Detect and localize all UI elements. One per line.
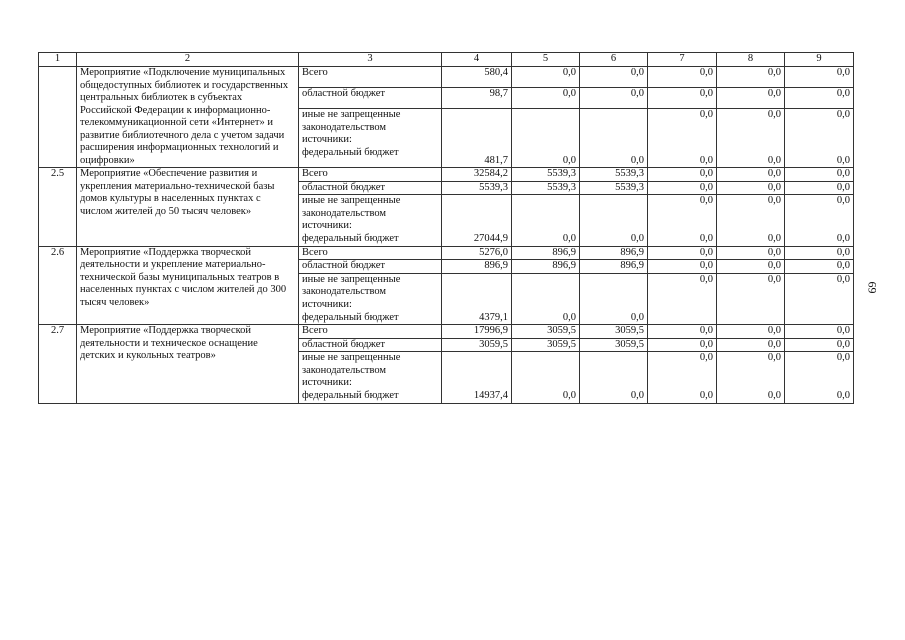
value-cell [580,195,648,234]
value-cell: 0,0 [512,88,580,109]
value-cell: 896,9 [512,260,580,274]
value-cell: 0,0 [717,233,785,246]
value-cell: 4379,1 [442,312,512,325]
header-cell: 3 [299,53,442,67]
value-cell: 0,0 [648,352,717,391]
value-cell: 0,0 [717,181,785,195]
value-cell: 0,0 [512,147,580,167]
value-cell: 0,0 [580,147,648,167]
value-cell: 0,0 [580,312,648,325]
funding-source: федеральный бюджет [299,147,442,167]
value-cell: 0,0 [512,390,580,403]
header-cell: 2 [77,53,299,67]
value-cell: 0,0 [717,273,785,312]
page-number: 69 [865,281,880,294]
value-cell [580,109,648,148]
value-cell [512,109,580,148]
value-cell: 0,0 [648,246,717,260]
value-cell: 14937,4 [442,390,512,403]
value-cell: 0,0 [717,168,785,182]
funding-source: областной бюджет [299,260,442,274]
value-cell: 0,0 [717,260,785,274]
value-cell: 0,0 [580,390,648,403]
measure-name: Мероприятие «Обеспечение развития и укрепления материально-технической базы домов культуры в населенных пунктах с числом жителей до 50 тысяч человек» [77,168,299,247]
value-cell: 0,0 [785,325,854,339]
value-cell: 0,0 [648,147,717,167]
value-cell: 896,9 [580,246,648,260]
value-cell: 3059,5 [580,325,648,339]
value-cell: 27044,9 [442,233,512,246]
value-cell [512,352,580,391]
value-cell [785,312,854,325]
value-cell: 0,0 [717,109,785,148]
value-cell: 0,0 [512,67,580,88]
value-cell: 0,0 [648,233,717,246]
value-cell: 98,7 [442,88,512,109]
value-cell: 0,0 [785,109,854,148]
value-cell: 0,0 [648,109,717,148]
value-cell [442,352,512,391]
value-cell: 481,7 [442,147,512,167]
funding-source: иные не запрещенные законодательством источники: [299,195,442,234]
value-cell: 0,0 [512,312,580,325]
header-cell: 1 [39,53,77,67]
funding-source: Всего [299,168,442,182]
value-cell: 0,0 [785,181,854,195]
funding-source: Всего [299,67,442,88]
value-cell: 5539,3 [442,181,512,195]
value-cell: 0,0 [648,181,717,195]
value-cell: 0,0 [785,352,854,391]
value-cell: 5276,0 [442,246,512,260]
funding-source: иные не запрещенные законодательством источники: [299,109,442,148]
value-cell: 0,0 [648,390,717,403]
value-cell: 3059,5 [442,338,512,352]
header-row [39,53,854,67]
funding-source: федеральный бюджет [299,312,442,325]
value-cell: 0,0 [785,233,854,246]
value-cell: 0,0 [648,325,717,339]
funding-source: федеральный бюджет [299,390,442,403]
value-cell: 0,0 [717,338,785,352]
measure-name: Мероприятие «Поддержка творческой деятельности и техническое оснащение детских и кукольных театров» [77,325,299,404]
value-cell: 0,0 [785,195,854,234]
value-cell: 0,0 [648,168,717,182]
value-cell: 5539,3 [580,168,648,182]
funding-source: иные не запрещенные законодательством источники: [299,352,442,391]
value-cell: 32584,2 [442,168,512,182]
table-row [39,325,854,339]
value-cell: 5539,3 [512,168,580,182]
value-cell [580,273,648,312]
value-cell: 0,0 [648,195,717,234]
value-cell: 0,0 [717,390,785,403]
value-cell: 0,0 [717,88,785,109]
value-cell: 3059,5 [580,338,648,352]
funding-source: федеральный бюджет [299,233,442,246]
value-cell: 0,0 [580,88,648,109]
value-cell [442,109,512,148]
item-number: 2.6 [39,246,77,325]
value-cell: 0,0 [785,246,854,260]
table-row [39,67,854,88]
value-cell: 0,0 [648,88,717,109]
value-cell: 3059,5 [512,325,580,339]
header-cell: 4 [442,53,512,67]
value-cell: 5539,3 [512,181,580,195]
value-cell: 0,0 [717,147,785,167]
table-row [39,168,854,182]
value-cell: 5539,3 [580,181,648,195]
value-cell: 896,9 [580,260,648,274]
measure-name: Мероприятие «Подключение муниципальных общедоступных библиотек и государственных центральных библиотек в субъектах Российской Федерации к информационно-телекоммуникационной сети «Интернет» и развитие библиотечного дела с учетом задачи расширения информационных технологий и оцифровки» [77,67,299,168]
value-cell: 17996,9 [442,325,512,339]
header-cell: 9 [785,53,854,67]
value-cell [648,312,717,325]
value-cell: 0,0 [717,195,785,234]
value-cell: 0,0 [717,352,785,391]
value-cell [512,273,580,312]
value-cell [512,195,580,234]
value-cell: 0,0 [580,67,648,88]
value-cell: 0,0 [785,260,854,274]
table-row [39,246,854,260]
value-cell: 580,4 [442,67,512,88]
value-cell: 0,0 [785,168,854,182]
value-cell: 0,0 [717,325,785,339]
header-cell: 6 [580,53,648,67]
measure-name: Мероприятие «Поддержка творческой деятельности и укрепление материально-технической базы муниципальных театров в населенных пунктах с числом жителей до 300 тысяч человек» [77,246,299,325]
value-cell: 896,9 [512,246,580,260]
funding-source: областной бюджет [299,88,442,109]
item-number: 2.5 [39,168,77,247]
item-number: 2.7 [39,325,77,404]
funding-source: Всего [299,325,442,339]
value-cell: 0,0 [785,147,854,167]
value-cell [442,273,512,312]
header-cell: 5 [512,53,580,67]
value-cell: 0,0 [580,233,648,246]
budget-table [38,52,854,404]
value-cell: 0,0 [785,273,854,312]
value-cell: 0,0 [785,67,854,88]
value-cell: 0,0 [648,67,717,88]
value-cell: 0,0 [512,233,580,246]
header-cell: 8 [717,53,785,67]
value-cell: 896,9 [442,260,512,274]
value-cell [580,352,648,391]
value-cell: 0,0 [785,338,854,352]
value-cell: 0,0 [648,273,717,312]
value-cell: 0,0 [717,246,785,260]
funding-source: иные не запрещенные законодательством источники: [299,273,442,312]
header-cell: 7 [648,53,717,67]
value-cell: 0,0 [785,88,854,109]
value-cell: 3059,5 [512,338,580,352]
value-cell: 0,0 [717,67,785,88]
item-number [39,67,77,168]
value-cell: 0,0 [648,260,717,274]
value-cell [442,195,512,234]
value-cell: 0,0 [648,338,717,352]
funding-source: областной бюджет [299,181,442,195]
value-cell [717,312,785,325]
value-cell: 0,0 [785,390,854,403]
funding-source: Всего [299,246,442,260]
funding-source: областной бюджет [299,338,442,352]
